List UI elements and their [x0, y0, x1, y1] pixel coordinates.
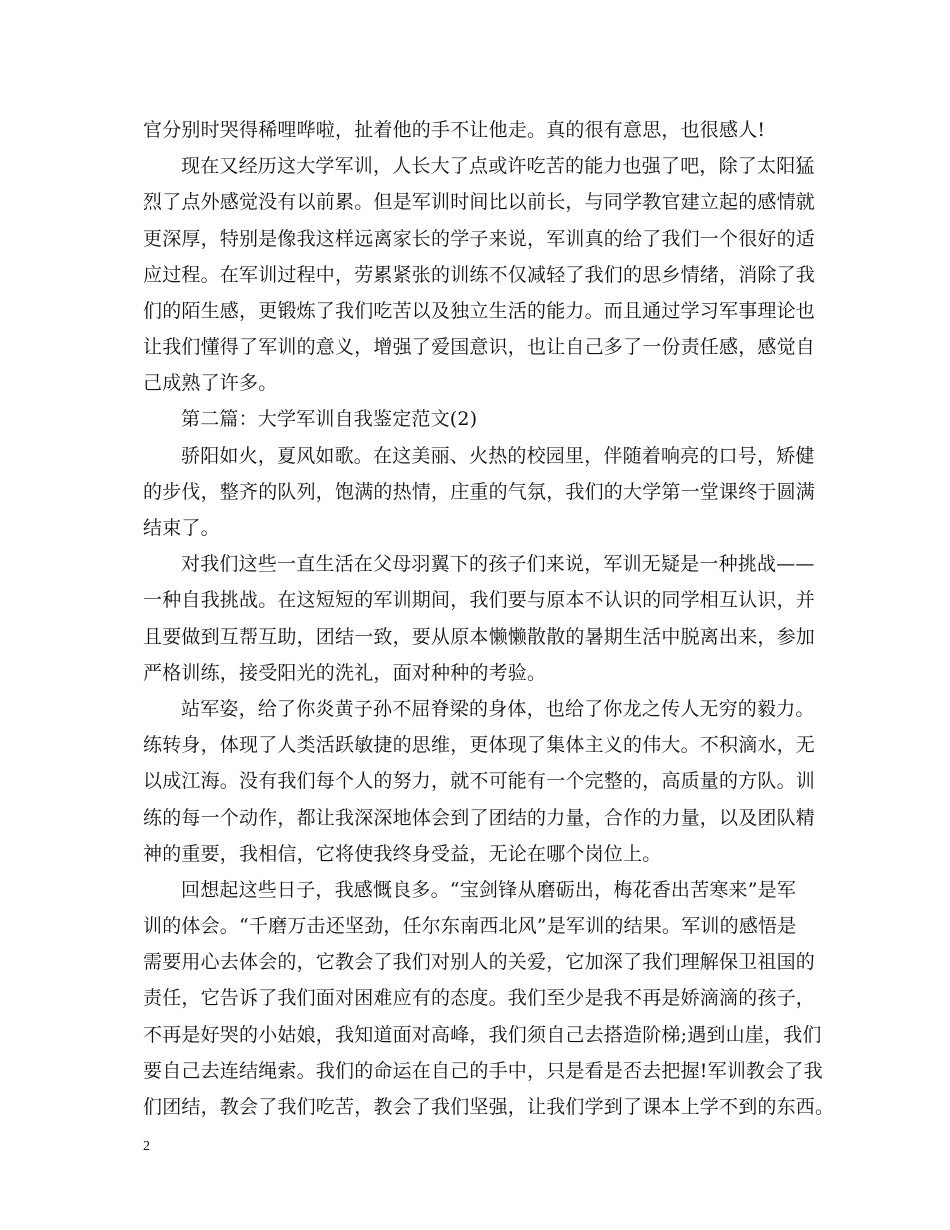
text-line: 让我们懂得了军训的意义，增强了爱国意识，也让自己多了一份责任感，感觉自: [143, 336, 816, 358]
text-line: 站军姿，给了你炎黄子孙不屈脊梁的身体，也给了你龙之传人无穷的毅力。: [181, 698, 815, 720]
text-line: 们的陌生感，更锻炼了我们吃苦以及独立生活的能力。而且通过学习军事理论也: [143, 300, 816, 322]
text-line: 对我们这些一直生活在父母羽翼下的孩子们来说，军训无疑是一种挑战——: [181, 553, 815, 575]
section-heading: 第二篇：大学军训自我鉴定范文(2): [181, 408, 478, 430]
text-line: 结束了。: [143, 517, 220, 539]
text-line: 应过程。在军训过程中，劳累紧张的训练不仅减轻了我们的思乡情绪，消除了我: [143, 264, 816, 286]
text-line: 官分别时哭得稀哩哗啦，扯着他的手不让他走。真的很有意思，也很感人!: [143, 119, 766, 141]
text-line: 且要做到互帮互助，团结一致，要从原本懒懒散散的暑期生活中脱离出来，参加: [143, 626, 816, 648]
text-line: 神的重要，我相信，它将使我终身受益，无论在哪个岗位上。: [143, 843, 662, 865]
text-line: 骄阳如火，夏风如歌。在这美丽、火热的校园里，伴随着响亮的口号，矫健: [181, 445, 815, 467]
text-line: 的步伐，整齐的队列，饱满的热情，庄重的气氛，我们的大学第一堂课终于圆满: [143, 481, 816, 503]
text-line: 不再是好哭的小姑娘，我知道面对高峰，我们须自己去搭造阶梯;遇到山崖，我们: [143, 1024, 822, 1046]
text-line: 责任，它告诉了我们面对困难应有的态度。我们至少是我不再是娇滴滴的孩子，: [143, 987, 816, 1009]
text-line: 训的体会。“千磨万击还坚劲，任尔东南西北风”是军训的结果。军训的感悟是: [143, 915, 797, 937]
text-line: 要自己去连结绳索。我们的命运在自己的手中，只是看是否去把握!军训教会了我: [143, 1060, 823, 1082]
text-line: 练的每一个动作，都让我深深地体会到了团结的力量，合作的力量，以及团队精: [143, 807, 816, 829]
text-line: 更深厚，特别是像我这样远离家长的学子来说，军训真的给了我们一个很好的适: [143, 228, 816, 250]
text-line: 现在又经历这大学军训，人长大了点或许吃苦的能力也强了吧，除了太阳猛: [181, 155, 815, 177]
text-line: 一种自我挑战。在这短短的军训期间，我们要与原本不认识的同学相互认识，并: [143, 589, 816, 611]
page-number: 2: [143, 1139, 150, 1154]
text-line: 回想起这些日子，我感慨良多。“宝剑锋从磨砺出，梅花香出苦寒来”是军: [181, 879, 797, 901]
text-line: 烈了点外感觉没有以前累。但是军训时间比以前长，与同学教官建立起的感情就: [143, 191, 816, 213]
text-line: 以成江海。没有我们每个人的努力，就不可能有一个完整的，高质量的方队。训: [143, 770, 816, 792]
text-line: 严格训练，接受阳光的洗礼，面对种种的考验。: [143, 662, 547, 684]
text-line: 们团结，教会了我们吃苦，教会了我们坚强，让我们学到了课本上学不到的东西。: [143, 1096, 835, 1118]
text-line: 练转身，体现了人类活跃敏捷的思维，更体现了集体主义的伟大。不积滴水，无: [143, 734, 816, 756]
text-line: 需要用心去体会的，它教会了我们对别人的关爱，它加深了我们理解保卫祖国的: [143, 951, 816, 973]
text-line: 己成熟了许多。: [143, 372, 278, 394]
